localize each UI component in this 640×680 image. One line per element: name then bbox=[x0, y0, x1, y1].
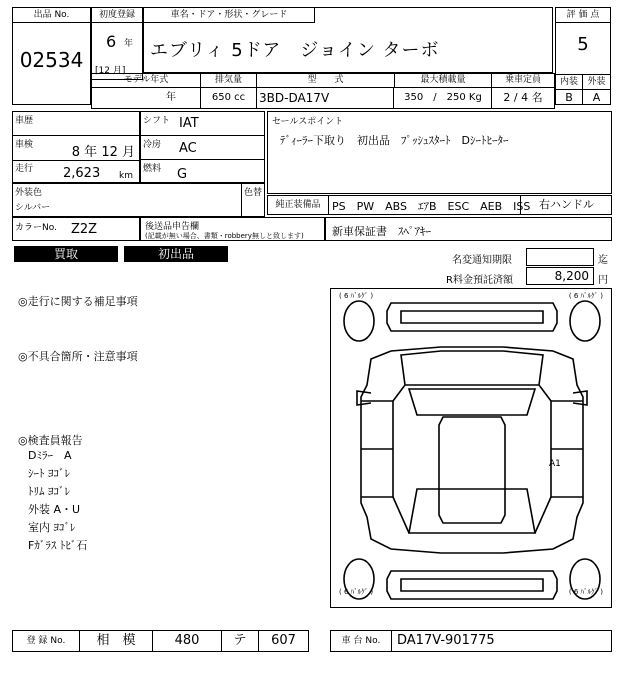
first-reg-year-unit: 年 bbox=[124, 39, 134, 49]
interior-label: 内装 bbox=[556, 75, 583, 90]
inspector-item: Dﾐﾗｰ A bbox=[28, 449, 72, 462]
max-load-label: 最大積載量 bbox=[395, 74, 492, 88]
first-reg-month: [12 月] bbox=[95, 66, 126, 76]
reg-number: 607 bbox=[271, 633, 296, 648]
name-change-box bbox=[526, 248, 594, 266]
sales-point-block bbox=[267, 111, 612, 194]
ext-color-block bbox=[12, 183, 265, 217]
shift-value: IAT bbox=[179, 116, 199, 131]
fuel-label: 燃料 bbox=[143, 164, 162, 174]
tread-rr: ( 6 ﾊﾞﾙｸﾞ ) bbox=[568, 588, 603, 596]
equipment-label: 純正装備品 bbox=[268, 196, 329, 214]
registration-row bbox=[12, 630, 309, 652]
max-load-value: 350 / 250 Kg bbox=[395, 88, 492, 108]
inspection-cell bbox=[13, 135, 139, 161]
color-no-label: カラーNo. bbox=[15, 223, 57, 233]
fuel-value: G bbox=[177, 167, 188, 182]
inspector-item: Fｶﾞﾗｽ ﾄﾋﾞ石 bbox=[28, 539, 88, 552]
lot-label: 出品 No. bbox=[13, 8, 90, 23]
sales-point-label: セールスポイント bbox=[272, 117, 344, 127]
recycle-unit: 円 bbox=[598, 275, 608, 286]
history-label: 車歴 bbox=[15, 116, 34, 126]
first-listing-tag: 初出品 bbox=[124, 246, 228, 262]
inspector-list bbox=[28, 447, 87, 555]
capacity-label: 乗車定員 bbox=[492, 74, 554, 88]
shift-block bbox=[140, 111, 265, 183]
model-year-value: 年 bbox=[92, 88, 201, 108]
car-name: エブリィ 5ドア ジョイン ターボ bbox=[150, 40, 440, 61]
damage-mark: A1 bbox=[549, 459, 561, 469]
displacement-value: 650 cc bbox=[201, 88, 257, 108]
chassis-row bbox=[330, 630, 612, 652]
capacity-value: 2 / 4 名 bbox=[503, 91, 543, 104]
color-no-block bbox=[12, 217, 140, 241]
ext-color-label: 外装色 bbox=[15, 188, 43, 198]
first-reg-label: 初度登録 bbox=[92, 8, 142, 23]
color-change-label: 色替 bbox=[244, 188, 263, 198]
car-outline-icon bbox=[331, 289, 613, 609]
warranty-block bbox=[325, 217, 612, 241]
buyback-tag: 買取 bbox=[14, 246, 118, 262]
lot-box bbox=[12, 7, 91, 105]
name-change-label: 名変通知期限 bbox=[452, 255, 512, 266]
inspection-label: 車検 bbox=[15, 140, 34, 150]
name-change-unit: 迄 bbox=[598, 255, 608, 266]
reg-region: 相 模 bbox=[80, 631, 153, 651]
ext-color-value: シルバー bbox=[15, 203, 51, 213]
equipment-value: PS PW ABS ｴｱB ESC AEB ISS bbox=[332, 200, 531, 213]
mileage-value: 2,623 bbox=[63, 166, 101, 181]
score-value: 5 bbox=[577, 34, 589, 55]
ac-value: AC bbox=[179, 141, 197, 156]
car-name-box bbox=[143, 7, 553, 73]
inspection-value: 8 年 12 月 bbox=[71, 145, 135, 160]
inspector-label: ◎検査員報告 bbox=[18, 434, 83, 447]
mileage-unit: km bbox=[119, 171, 133, 181]
history-block bbox=[12, 111, 140, 183]
car-name-label: 車名・ドア・形状・グレード bbox=[144, 8, 315, 23]
reg-label: 登 録 No. bbox=[13, 631, 80, 651]
displacement-label: 排気量 bbox=[201, 74, 257, 88]
type-label: 型 式 bbox=[257, 74, 395, 88]
score-box bbox=[555, 7, 611, 105]
exterior-label: 外装 bbox=[583, 75, 610, 90]
recycle-label: R料金預託済額 bbox=[446, 275, 513, 286]
warranty-value: 新車保証書 ｽﾍﾟｱｷｰ bbox=[332, 225, 431, 238]
ac-label: 冷房 bbox=[143, 140, 162, 150]
aftermarket-label: 後送品申告欄 bbox=[145, 222, 200, 232]
steering-value: 右ハンドル bbox=[520, 196, 612, 214]
car-diagram-frame bbox=[330, 288, 612, 608]
first-reg-year: 6 bbox=[106, 32, 117, 51]
aftermarket-block bbox=[140, 217, 325, 241]
mileage-label: 走行 bbox=[15, 164, 34, 174]
sales-point-value: ﾃﾞｨｰﾗｰ下取り 初出品 ﾌﾟｯｼｭｽﾀｰﾄ Dｼｰﾄﾋｰﾀｰ bbox=[280, 134, 509, 147]
supplement-label: ◎走行に関する補足事項 bbox=[18, 295, 138, 308]
equipment-row bbox=[267, 195, 612, 215]
aftermarket-note: (記載が無い場合、書類・robbery無しと致します) bbox=[145, 232, 304, 240]
exterior-grade: A bbox=[592, 91, 601, 104]
inspector-item: ｼｰﾄ ﾖｺﾞﾚ bbox=[28, 467, 70, 480]
defects-label: ◎不具合箇所・注意事項 bbox=[18, 350, 138, 363]
tread-fl: ( 6 ﾊﾞﾙｸﾞ ) bbox=[339, 292, 374, 300]
inspector-item: 室内 ﾖｺﾞﾚ bbox=[28, 521, 76, 534]
tread-fr: ( 6 ﾊﾞﾙｸﾞ ) bbox=[568, 292, 603, 300]
type-value: 3BD-DA17V bbox=[257, 88, 394, 108]
lot-number: 02534 bbox=[19, 48, 84, 72]
shift-label: シフト bbox=[143, 116, 171, 126]
specs-row bbox=[91, 73, 555, 109]
reg-kana: テ bbox=[222, 631, 259, 651]
chassis-number: DA17V-901775 bbox=[397, 633, 495, 648]
score-label: 評 価 点 bbox=[556, 8, 610, 23]
recycle-value: 8,200 bbox=[526, 267, 594, 285]
chassis-label: 車 台 No. bbox=[331, 631, 392, 651]
model-year-label: モデル年式 bbox=[92, 74, 201, 88]
color-no-value: Z2Z bbox=[71, 222, 98, 237]
tread-rl: ( 6 ﾊﾞﾙｸﾞ ) bbox=[339, 588, 374, 596]
reg-class: 480 bbox=[153, 631, 222, 651]
inspector-item: 外装 A・U bbox=[28, 503, 81, 516]
inspector-item: ﾄﾘﾑ ﾖｺﾞﾚ bbox=[28, 485, 70, 498]
interior-grade: B bbox=[556, 90, 583, 105]
first-reg-box bbox=[91, 7, 143, 80]
